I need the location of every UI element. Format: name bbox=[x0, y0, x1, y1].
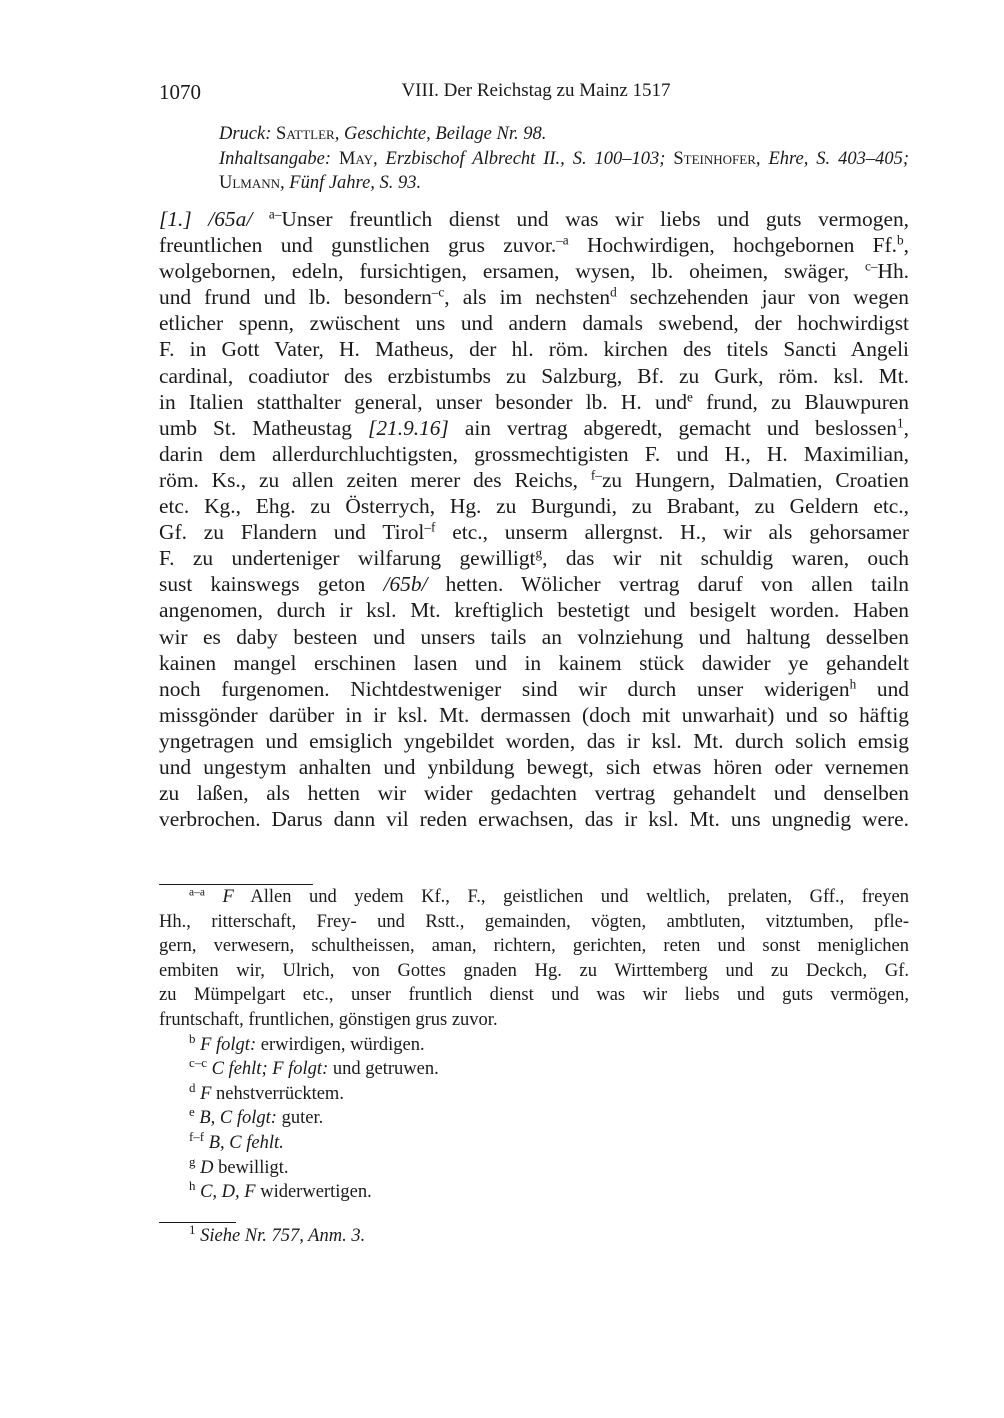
note-separator bbox=[159, 1222, 236, 1223]
manuscript-siglum: B, C fehlt. bbox=[208, 1132, 284, 1153]
inhalt-work-2: , Ehre, bbox=[755, 148, 809, 169]
text-line-content: yngetragen und emsiglich yngebildet worden, das ir ksl. Mt. durch solich emsig bbox=[159, 728, 909, 753]
text-line bbox=[159, 728, 909, 754]
text-line-content: und ungestym anhalten und ynbildung bewegt, sich etwas hören oder vernemen bbox=[159, 754, 909, 779]
text-line-content: zu laßen, als hetten wir wider gedachten vertrag gehandelt und denselben bbox=[159, 781, 909, 806]
text-line bbox=[159, 545, 909, 571]
text-line-content: verbrochen. Darus dann vil reden erwachsen, das ir ksl. Mt. uns ungnedig were. bbox=[159, 807, 909, 832]
editorial-insertion: /65b/ bbox=[383, 572, 428, 597]
main-text-body bbox=[159, 206, 909, 832]
text-line bbox=[159, 493, 909, 519]
footnote-item: $^d$ F nehstverrücktem. bbox=[189, 1079, 344, 1104]
variant-marker: d bbox=[610, 284, 617, 300]
note-text: Siehe Nr. 757, Anm. 3. bbox=[200, 1226, 366, 1246]
variant-marker: –f bbox=[424, 519, 436, 535]
folio-reference: [1.] /65a/ bbox=[159, 207, 253, 231]
footnote-item: $^g$ D bewilligt. bbox=[189, 1153, 289, 1178]
text-line-content: F. zu underteniger wilfarung gewilligt$^g$, das wir nit schuldig waren, ouch bbox=[159, 545, 909, 571]
footnote-line: fruntschaft, fruntlichen, gönstigen grus zuvor. bbox=[159, 1009, 498, 1030]
footnote-item: $^h$ C, D, F widerwertigen. bbox=[189, 1178, 372, 1203]
text-line bbox=[159, 754, 909, 780]
text-line bbox=[159, 780, 909, 806]
variant-marker: –c bbox=[431, 284, 445, 300]
variant-marker: f– bbox=[590, 467, 602, 483]
text-line bbox=[159, 624, 909, 650]
text-line bbox=[159, 258, 909, 284]
variant-marker: –a bbox=[556, 232, 569, 248]
inhalt-work-3: , Fünf Jahre, S. 93. bbox=[280, 173, 422, 193]
footnote-marker: f–f bbox=[189, 1128, 205, 1144]
text-line-content: cardinal, coadiutor des erzbistumbs zu Salzburg, Bf. zu Gurk, röm. ksl. Mt. bbox=[159, 363, 909, 388]
manuscript-siglum: F folgt: bbox=[200, 1034, 257, 1055]
footnote-item: $^b$ F folgt: erwirdigen, würdigen. bbox=[189, 1030, 425, 1055]
footnote-marker: d bbox=[189, 1079, 196, 1095]
running-head bbox=[159, 80, 909, 106]
text-line bbox=[159, 206, 909, 232]
footnote-marker: e bbox=[189, 1104, 195, 1120]
footnote-marker: a–a bbox=[189, 886, 205, 899]
footnote-marker: g bbox=[189, 1153, 196, 1169]
text-line-content: noch furgenomen. Nichtdestweniger sind wir durch unser widerigen$^h$ und bbox=[159, 676, 909, 701]
running-title: VIII. Der Reichstag zu Mainz 1517 bbox=[401, 80, 671, 101]
text-line bbox=[159, 571, 909, 597]
text-line-content: etc. Kg., Ehg. zu Österrych, Hg. zu Burgundi, zu Brabant, zu Geldern etc., bbox=[159, 494, 909, 519]
footnote-marker: b bbox=[189, 1030, 196, 1046]
text-line bbox=[159, 467, 909, 493]
manuscript-siglum: F bbox=[200, 1083, 212, 1104]
note-marker: 1 bbox=[897, 415, 904, 431]
variant-marker: c– bbox=[864, 258, 878, 274]
text-line bbox=[159, 363, 909, 389]
commentary-note bbox=[159, 1221, 909, 1248]
inhalt-author-2: Steinhofer bbox=[673, 148, 756, 169]
inhalt-work-1: , Erzbischof Albrecht II., S. 100–103; bbox=[373, 148, 666, 169]
text-line-content: etlicher spenn, zwüschent uns und andern damals swebend, der hochwirdigst bbox=[159, 311, 909, 336]
manuscript-siglum: F bbox=[222, 887, 234, 907]
text-line bbox=[159, 702, 909, 728]
footnote-marker: c–c bbox=[189, 1055, 207, 1071]
text-line-content: röm. Ks., zu allen zeiten merer des Reichs, $^{f-}$zu Hungern, Dalmatien, Croatien bbox=[159, 467, 909, 492]
text-line bbox=[159, 650, 909, 676]
footnote-line: zu Mümpelgart etc., unser fruntlich dienst und was wir liebs und guts vermögen, bbox=[159, 985, 909, 1006]
druck-label: Druck: bbox=[219, 124, 272, 144]
footnote-line: Hh., ritterschaft, Frey- und Rstt., gemainden, vögten, ambtluten, vitztumben, pfle- bbox=[159, 911, 909, 932]
text-line bbox=[159, 284, 909, 310]
text-line bbox=[159, 415, 909, 441]
manuscript-siglum: B, C folgt: bbox=[199, 1108, 277, 1129]
text-line bbox=[159, 597, 909, 623]
source-references bbox=[219, 122, 909, 196]
commentary-notes bbox=[159, 1221, 909, 1248]
text-line bbox=[159, 441, 909, 467]
text-line bbox=[159, 389, 909, 415]
text-line bbox=[159, 310, 909, 336]
variant-marker: e bbox=[687, 389, 693, 405]
summary-reference bbox=[219, 147, 909, 196]
text-line-content: Gf. zu Flandern und Tirol$^{-f}$ etc., unserm allergnst. H., wir als gehorsamer bbox=[159, 519, 909, 545]
footnote-line: gern, verwesern, schultheissen, aman, richtern, gerichten, reten und sonst meniglichen bbox=[159, 936, 909, 957]
footnote-item: $^e$ B, C folgt: guter. bbox=[189, 1104, 324, 1129]
text-line-content: in Italien statthalter general, unser besonder lb. H. und$^e$ frund, zu Blauwpuren bbox=[159, 389, 910, 414]
text-line-content: sust kainswegs geton /65b/ hetten. Wölicher vertrag daruf von allen tailn bbox=[159, 572, 909, 597]
footnote-item: $^{c-c}$ C fehlt; F folgt: und getruwen. bbox=[189, 1055, 439, 1080]
footnote-marker: h bbox=[189, 1178, 196, 1194]
variant-marker: a– bbox=[268, 206, 282, 222]
variant-marker: h bbox=[849, 676, 857, 692]
text-line-content: F. in Gott Vater, H. Matheus, der hl. röm. kirchen des titels Sancti Angeli bbox=[159, 337, 909, 362]
note-number: 1 bbox=[189, 1221, 196, 1237]
text-line-content: freuntlichen und gunstlichen grus zuvor.$^{-a}$ Hochwirdigen, hochgebornen Ff.$^b$, bbox=[159, 232, 909, 258]
text-line-content: wir es daby besteen und unsers tails an volnziehung und haltung desselben bbox=[159, 624, 909, 649]
textual-footnotes bbox=[159, 885, 909, 1205]
variant-marker: g bbox=[535, 545, 543, 561]
text-line-content: umb St. Matheustag [21.9.16] ain vertrag abgeredt, gemacht und beslossen$^1$, bbox=[159, 415, 909, 440]
text-line-content: und frund und lb. besondern$^{-c}$, als im nechsten$^d$ sechzehenden jaur von wegen bbox=[159, 284, 909, 310]
inhalt-author-1: May bbox=[338, 148, 373, 169]
page-number: 1070 bbox=[159, 80, 201, 104]
text-line-content: wolgebornen, edeln, fursichtigen, ersamen, wysen, lb. oheimen, swäger, $^{c-}$Hh. bbox=[159, 258, 909, 284]
druck-author: Sattler bbox=[276, 124, 335, 144]
editorial-insertion: [21.9.16] bbox=[368, 415, 449, 440]
footnote-line: $^{a-a}$ F Allen und yedem Kf., F., geistlichen und weltlich, prelaten, Gff., freyen bbox=[189, 886, 910, 907]
manuscript-siglum: C fehlt; F folgt: bbox=[211, 1059, 329, 1080]
print-reference bbox=[219, 122, 909, 147]
manuscript-siglum: D bbox=[200, 1157, 214, 1178]
text-line bbox=[159, 806, 909, 832]
inhalt-label: Inhaltsangabe: bbox=[219, 148, 332, 169]
druck-work: , Geschichte, Beilage Nr. 98. bbox=[334, 124, 547, 144]
manuscript-siglum: C, D, F bbox=[200, 1182, 256, 1203]
footnote-item bbox=[159, 1128, 909, 1156]
variant-marker: b bbox=[897, 232, 904, 248]
text-line-content: [1.] /65a/ $^{a-}$Unser freuntlich dienst und was wir liebs und guts vermogen, bbox=[159, 206, 909, 231]
text-line-content: kainen mangel erschinen lasen und in kainem stück dawider ye gehandelt bbox=[159, 650, 909, 675]
inhalt-line2-start: S. 403–405; bbox=[816, 148, 910, 169]
text-line bbox=[159, 232, 909, 258]
text-line-content: angenomen, durch ir ksl. Mt. kreftiglich bestetigt und besigelt worden. Haben bbox=[159, 598, 909, 623]
footnote-line: embiten wir, Ulrich, von Gottes gnaden Hg. zu Wirttemberg und zu Deckch, Gf. bbox=[159, 960, 909, 981]
text-line bbox=[159, 519, 909, 545]
text-line bbox=[159, 676, 909, 702]
text-line bbox=[159, 336, 909, 362]
text-line-content: darin dem allerdurchluchtigsten, grossmechtigisten F. und H., H. Maximilian, bbox=[159, 441, 909, 466]
text-line-content: missgönder darüber in ir ksl. Mt. dermassen (doch mit unwarhait) und so häftig bbox=[159, 702, 909, 727]
inhalt-author-3: Ulmann bbox=[219, 173, 281, 193]
